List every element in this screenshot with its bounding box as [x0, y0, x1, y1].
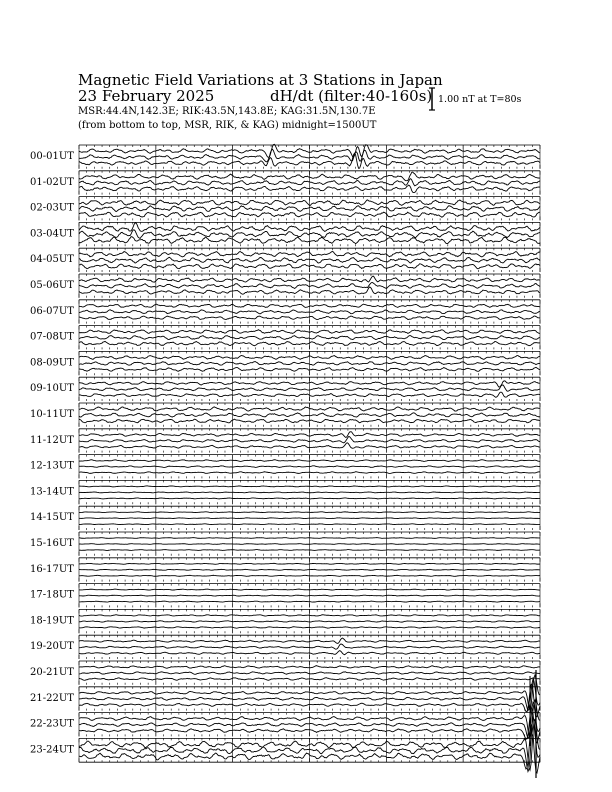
chart-date: 23 February 2025: [78, 87, 215, 105]
msr-trace: [79, 601, 540, 602]
hour-label: 14-15UT: [30, 512, 74, 524]
hour-label: 11-12UT: [30, 434, 74, 446]
chart-title: Magnetic Field Variations at 3 Stations in Japan: [78, 71, 443, 89]
hour-label: 15-16UT: [30, 538, 74, 549]
hour-label: 22-23UT: [30, 718, 74, 730]
msr-trace: [79, 550, 540, 551]
hour-label: 08-09UT: [30, 357, 74, 369]
hour-label: 23-24UT: [30, 744, 74, 756]
hour-label: 10-11UT: [30, 409, 74, 420]
hour-label: 17-18UT: [30, 589, 74, 601]
hour-label: 04-05UT: [30, 254, 74, 266]
hour-label: 00-01UT: [30, 151, 74, 162]
chart-filter: dH/dt (filter:40-160s): [270, 87, 433, 105]
hour-label: 03-04UT: [30, 228, 74, 240]
hour-label: 20-21UT: [30, 667, 74, 678]
hour-label: 05-06UT: [30, 280, 74, 291]
hour-label: 18-19UT: [30, 615, 74, 627]
scale-bar-label: 1.00 nT at T=80s: [438, 94, 522, 105]
station-coordinates: MSR:44.4N,142.3E; RIK:43.5N,143.8E; KAG:31.5N,130.7E: [78, 106, 376, 117]
hour-label: 07-08UT: [30, 331, 74, 343]
station-order-note: (from bottom to top, MSR, RIK, & KAG) midnight=1500UT: [78, 120, 377, 131]
rik-trace: [79, 595, 540, 596]
hour-label: 09-10UT: [30, 383, 74, 395]
kag-trace: [79, 512, 540, 513]
hour-label: 06-07UT: [30, 305, 74, 317]
hour-label: 01-02UT: [30, 176, 74, 188]
hour-label: 13-14UT: [30, 486, 74, 498]
hour-label: 12-13UT: [30, 460, 74, 472]
kag-trace: [79, 486, 540, 487]
hour-label: 21-22UT: [30, 692, 74, 704]
hour-label: 19-20UT: [30, 641, 74, 653]
msr-trace: [79, 524, 540, 525]
rik-trace: [79, 518, 540, 519]
msr-trace: [79, 575, 540, 576]
hour-label: 02-03UT: [30, 202, 74, 214]
hour-label: 16-17UT: [30, 563, 74, 575]
